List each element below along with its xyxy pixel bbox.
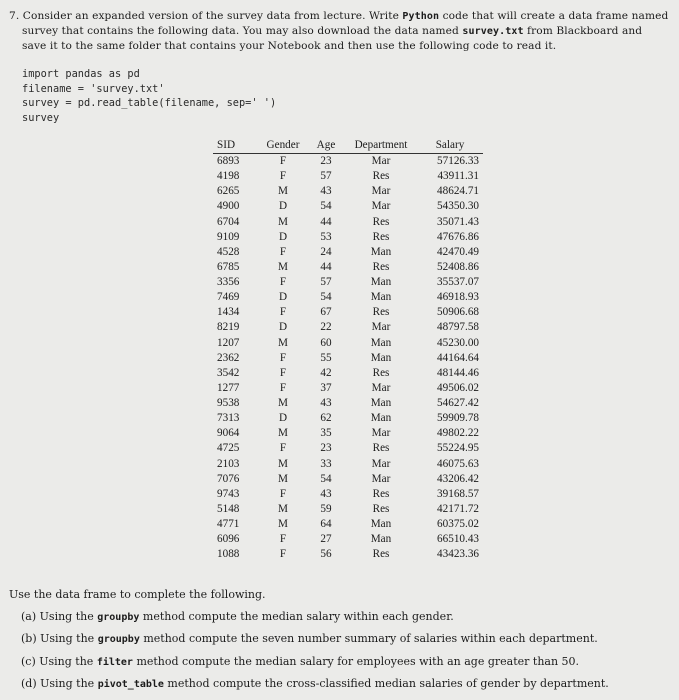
question-line-1-end: code that will create a data frame named	[439, 10, 669, 22]
task-text: Using the	[40, 632, 98, 645]
cell-department: Res	[372, 502, 390, 515]
cell-department: Res	[372, 230, 390, 243]
cell-age: 22	[320, 321, 332, 334]
table-row	[213, 184, 483, 199]
cell-salary: 60375.02	[437, 518, 479, 531]
cell-age: 59	[320, 502, 332, 515]
cell-salary: 46918.93	[437, 291, 479, 304]
cell-sid: 4528	[217, 245, 240, 258]
cell-salary: 45230.00	[437, 336, 479, 349]
instructions-text: Use the data frame to complete the following.	[9, 588, 266, 601]
cell-gender: F	[279, 170, 287, 183]
cell-gender: F	[279, 487, 287, 500]
table-row	[213, 396, 483, 411]
cell-salary: 47676.86	[437, 230, 479, 243]
table-row	[213, 366, 483, 381]
cell-salary: 66510.43	[437, 533, 479, 546]
cell-age: 33	[320, 457, 332, 470]
header-sid: SID	[213, 138, 259, 154]
table-row	[213, 305, 483, 320]
cell-sid: 6265	[217, 185, 240, 198]
cell-sid: 1207	[217, 336, 240, 349]
cell-gender: D	[278, 321, 288, 334]
cell-age: 54	[320, 472, 332, 485]
cell-sid: 6704	[217, 215, 240, 228]
task-list	[9, 606, 673, 696]
task-label: (c)	[21, 654, 36, 668]
cell-department: Man	[370, 351, 392, 364]
table-row	[213, 411, 483, 426]
task-item	[9, 628, 673, 651]
cell-gender: F	[279, 306, 287, 319]
cell-sid: 2362	[217, 351, 240, 364]
task-label: (d)	[21, 677, 37, 690]
cell-age: 60	[320, 336, 332, 349]
cell-sid: 1277	[217, 381, 240, 394]
cell-age: 35	[320, 427, 332, 440]
cell-age: 42	[320, 366, 332, 379]
cell-salary: 49802.22	[437, 427, 479, 440]
cell-salary: 42171.72	[437, 502, 479, 515]
cell-gender: D	[278, 200, 288, 213]
cell-sid: 3356	[217, 276, 240, 289]
table-row	[213, 457, 483, 472]
task-text: method compute the median salary within each gender.	[139, 609, 454, 623]
cell-sid: 4725	[217, 442, 240, 455]
cell-gender: F	[279, 442, 287, 455]
cell-sid: 1434	[217, 306, 240, 319]
cell-gender: F	[279, 155, 287, 168]
cell-age: 43	[320, 487, 332, 500]
question-line-1: Consider an expanded version of the survey data from lecture. Write	[22, 10, 403, 22]
cell-sid: 9743	[217, 487, 240, 500]
table-row	[213, 517, 483, 532]
task-text: Using the	[40, 677, 98, 690]
cell-age: 43	[320, 397, 332, 410]
task-label: (b)	[21, 632, 37, 645]
cell-department: Mar	[371, 155, 391, 168]
task-item	[9, 673, 673, 696]
table-row	[213, 472, 483, 487]
task-text: Using the	[39, 609, 98, 623]
table-row	[213, 275, 483, 290]
cell-salary: 42470.49	[437, 245, 479, 258]
cell-department: Mar	[371, 185, 391, 198]
cell-department: Res	[372, 548, 390, 561]
cell-department: Mar	[371, 472, 391, 485]
task-text: method compute the seven number summary of salaries within each department.	[139, 632, 598, 645]
cell-age: 23	[320, 442, 332, 455]
cell-gender: F	[279, 533, 287, 546]
code-line: filename = 'survey.txt'	[22, 82, 165, 95]
cell-salary: 57126.33	[437, 155, 479, 168]
cell-age: 55	[320, 351, 332, 364]
cell-sid: 6785	[217, 260, 240, 273]
table-row	[213, 320, 483, 335]
cell-salary: 54627.42	[437, 397, 479, 410]
table-row	[213, 441, 483, 456]
table-row	[213, 336, 483, 351]
cell-sid: 4198	[217, 170, 240, 183]
cell-gender: M	[278, 472, 288, 485]
cell-age: 43	[320, 185, 332, 198]
cell-sid: 6893	[217, 155, 240, 168]
table-row	[213, 547, 483, 562]
cell-sid: 8219	[217, 321, 240, 334]
cell-department: Res	[372, 215, 390, 228]
cell-sid: 7313	[217, 412, 240, 425]
cell-gender: M	[278, 397, 288, 410]
table-row	[213, 169, 483, 184]
cell-department: Man	[370, 412, 392, 425]
table-row	[213, 245, 483, 260]
cell-salary: 49506.02	[437, 381, 479, 394]
cell-age: 44	[320, 260, 332, 273]
cell-gender: D	[278, 291, 288, 304]
cell-gender: F	[279, 245, 287, 258]
table-row	[213, 502, 483, 517]
cell-salary: 52408.86	[437, 260, 479, 273]
table-row	[213, 381, 483, 396]
cell-sid: 9064	[217, 427, 240, 440]
code-line: import pandas as pd	[22, 68, 140, 80]
cell-gender: M	[278, 185, 288, 198]
cell-sid: 4771	[217, 518, 240, 531]
cell-age: 57	[320, 170, 332, 183]
cell-sid: 9538	[217, 397, 240, 410]
table-row	[213, 154, 483, 170]
cell-gender: M	[278, 518, 288, 531]
question-line-2: survey that contains the following data. You may also download the data named survey.txt from Blackboard and	[22, 25, 643, 37]
task-label: (a)	[21, 609, 37, 623]
cell-salary: 43423.36	[437, 548, 479, 561]
cell-age: 67	[320, 306, 332, 319]
cell-gender: D	[278, 412, 288, 425]
question-number: 7.	[9, 10, 20, 22]
cell-gender: F	[279, 381, 287, 394]
task-text: Using the	[39, 654, 97, 668]
cell-gender: M	[278, 215, 288, 228]
table-row	[213, 487, 483, 502]
cell-salary: 35071.43	[437, 215, 479, 228]
table-body	[213, 154, 483, 563]
cell-department: Man	[370, 518, 392, 531]
code-line: survey	[22, 111, 60, 124]
cell-gender: D	[278, 230, 288, 243]
filename-text: survey.txt	[462, 26, 524, 37]
cell-salary: 48624.71	[437, 185, 479, 198]
header-age: Age	[307, 138, 345, 154]
cell-salary: 44164.64	[437, 351, 479, 364]
cell-gender: F	[279, 351, 287, 364]
cell-department: Mar	[371, 321, 391, 334]
cell-department: Res	[372, 260, 390, 273]
cell-department: Man	[370, 245, 392, 258]
cell-salary: 35537.07	[437, 276, 479, 289]
table-header-row	[213, 138, 483, 154]
cell-sid: 3542	[217, 366, 240, 379]
cell-age: 54	[320, 200, 332, 213]
cell-department: Res	[372, 306, 390, 319]
cell-gender: F	[279, 366, 287, 379]
cell-department: Mar	[371, 457, 391, 470]
cell-gender: M	[278, 457, 288, 470]
cell-salary: 48144.46	[437, 366, 479, 379]
cell-salary: 43911.31	[437, 170, 479, 183]
cell-age: 56	[320, 548, 332, 561]
cell-department: Man	[370, 397, 392, 410]
cell-department: Man	[370, 276, 392, 289]
cell-department: Res	[372, 366, 390, 379]
cell-salary: 43206.42	[437, 472, 479, 485]
cell-age: 53	[320, 230, 332, 243]
task-section	[9, 584, 673, 696]
cell-salary: 59909.78	[437, 412, 479, 425]
cell-salary: 39168.57	[437, 487, 479, 500]
task-method: groupby	[97, 634, 140, 645]
table-row	[213, 260, 483, 275]
table-row	[213, 290, 483, 305]
table-row	[213, 532, 483, 547]
cell-department: Res	[372, 170, 390, 183]
table-row	[213, 230, 483, 245]
cell-age: 37	[320, 381, 332, 394]
cell-age: 44	[320, 215, 332, 228]
cell-salary: 54350.30	[437, 200, 479, 213]
header-gender: Gender	[259, 138, 307, 154]
code-block	[22, 67, 276, 125]
cell-salary: 46075.63	[437, 457, 479, 470]
cell-age: 24	[320, 245, 332, 258]
cell-age: 64	[320, 518, 332, 531]
cell-department: Mar	[371, 200, 391, 213]
task-method: groupby	[97, 611, 140, 623]
cell-gender: M	[278, 427, 288, 440]
task-text: method compute the cross-classified median salaries of gender by department.	[163, 677, 609, 690]
cell-age: 27	[320, 533, 332, 546]
cell-sid: 4900	[217, 200, 240, 213]
task-item	[9, 606, 673, 629]
table-row	[213, 426, 483, 441]
cell-department: Mar	[371, 427, 391, 440]
question-line-3: save it to the same folder that contains your Notebook and then use the following code to read it.	[22, 40, 557, 52]
table-row	[213, 199, 483, 214]
header-department: Department	[345, 138, 417, 154]
cell-salary: 55224.95	[437, 442, 479, 455]
task-text: method compute the median salary for employees with an age greater than 50.	[132, 654, 580, 668]
cell-salary: 48797.58	[437, 321, 479, 334]
code-line: survey = pd.read_table(filename, sep=' ')	[22, 97, 277, 109]
python-keyword: Python	[402, 11, 440, 22]
cell-sid: 5148	[217, 502, 240, 515]
cell-gender: M	[278, 260, 288, 273]
cell-department: Mar	[371, 381, 391, 394]
cell-sid: 1088	[217, 548, 240, 561]
cell-sid: 7076	[217, 472, 240, 485]
cell-gender: M	[278, 336, 288, 349]
cell-age: 54	[320, 291, 332, 304]
cell-department: Man	[370, 336, 392, 349]
header-salary: Salary	[417, 138, 483, 154]
task-method: filter	[96, 656, 133, 668]
cell-salary: 50906.68	[437, 306, 479, 319]
question-text	[9, 9, 673, 54]
survey-table	[213, 138, 483, 562]
cell-department: Man	[370, 291, 392, 304]
task-item	[9, 651, 673, 674]
cell-sid: 2103	[217, 457, 240, 470]
cell-age: 62	[320, 412, 332, 425]
table-row	[213, 215, 483, 230]
cell-gender: F	[279, 276, 287, 289]
cell-gender: F	[279, 548, 287, 561]
cell-age: 57	[320, 276, 332, 289]
table-row	[213, 351, 483, 366]
cell-gender: M	[278, 502, 288, 515]
cell-sid: 7469	[217, 291, 240, 304]
cell-department: Man	[370, 533, 392, 546]
cell-sid: 9109	[217, 230, 240, 243]
cell-sid: 6096	[217, 533, 240, 546]
cell-department: Res	[372, 442, 390, 455]
task-method: pivot_table	[97, 679, 164, 690]
cell-department: Res	[372, 487, 390, 500]
cell-age: 23	[320, 155, 332, 168]
